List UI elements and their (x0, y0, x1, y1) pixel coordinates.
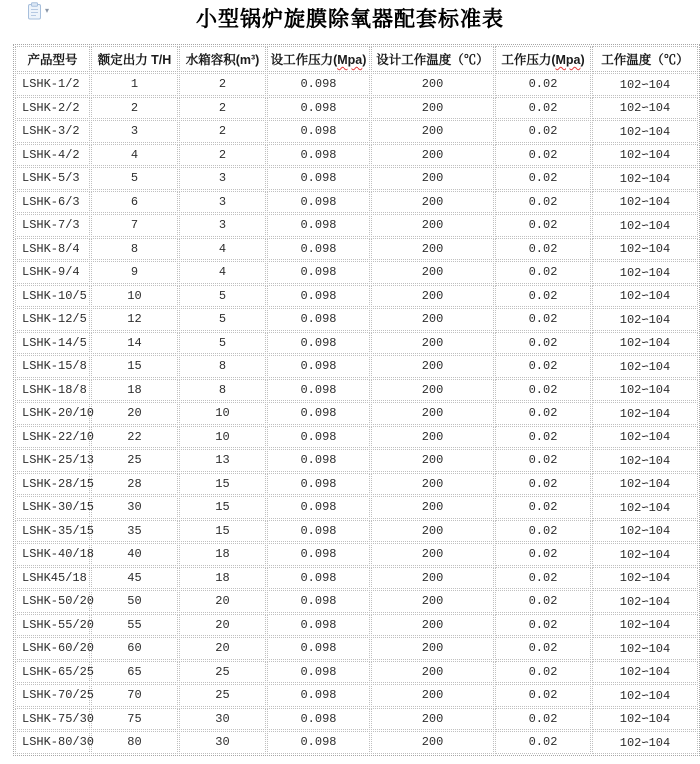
cell-product-model: LSHK-28/15 (15, 473, 90, 496)
table-cell: 200 (371, 167, 494, 190)
table-cell: 80 (91, 731, 178, 754)
table-row (15, 355, 698, 378)
table-cell: 102∽104 (592, 661, 698, 684)
table-cell: 9 (91, 261, 178, 284)
table-cell: 200 (371, 590, 494, 613)
table-cell: 0.02 (495, 238, 591, 261)
cell-product-model: LSHK-22/10 (15, 426, 90, 449)
spellcheck-underline-text: Mpa (337, 53, 363, 67)
cell-product-model: LSHK-75/30 (15, 708, 90, 731)
cell-product-model: LSHK-20/10 (15, 402, 90, 425)
table-row (15, 261, 698, 284)
table-cell: 0.098 (267, 708, 370, 731)
table-cell: 200 (371, 97, 494, 120)
table-cell: 0.02 (495, 332, 591, 355)
table-cell: 102∽104 (592, 167, 698, 190)
table-cell: 0.02 (495, 661, 591, 684)
cell-product-model: LSHK-3/2 (15, 120, 90, 143)
cell-product-model: LSHK-12/5 (15, 308, 90, 331)
table-cell: 0.098 (267, 684, 370, 707)
cell-product-model: LSHK-35/15 (15, 520, 90, 543)
table-cell: 12 (91, 308, 178, 331)
table-cell: 0.098 (267, 97, 370, 120)
table-cell: 0.02 (495, 97, 591, 120)
table-cell: 102∽104 (592, 543, 698, 566)
table-cell: 102∽104 (592, 449, 698, 472)
table-cell: 0.098 (267, 120, 370, 143)
table-cell: 0.02 (495, 355, 591, 378)
page-title: 小型锅炉旋膜除氧器配套标准表 (196, 8, 504, 31)
col-header-rated-output: 额定出力 T/H (91, 46, 178, 72)
table-cell: 0.098 (267, 473, 370, 496)
table-cell: 0.02 (495, 261, 591, 284)
table-cell: 40 (91, 543, 178, 566)
table-cell: 0.02 (495, 426, 591, 449)
table-cell: 102∽104 (592, 144, 698, 167)
table-cell: 0.098 (267, 355, 370, 378)
title-bar (0, 0, 700, 40)
table-cell: 30 (91, 496, 178, 519)
table-cell: 3 (179, 214, 266, 237)
table-cell: 200 (371, 449, 494, 472)
table-cell: 5 (179, 332, 266, 355)
table-cell: 0.098 (267, 73, 370, 96)
table-cell: 30 (179, 731, 266, 754)
table-cell: 102∽104 (592, 590, 698, 613)
table-cell: 0.098 (267, 379, 370, 402)
table-cell: 0.098 (267, 567, 370, 590)
table-cell: 200 (371, 684, 494, 707)
table-row (15, 308, 698, 331)
table-cell: 15 (91, 355, 178, 378)
header-text: 设工作压力( (270, 53, 338, 67)
table-cell: 75 (91, 708, 178, 731)
table-row (15, 73, 698, 96)
table-cell: 8 (179, 355, 266, 378)
cell-product-model: LSHK-50/20 (15, 590, 90, 613)
table-row (15, 332, 698, 355)
table-cell: 102∽104 (592, 214, 698, 237)
cell-product-model: LSHK45/18 (15, 567, 90, 590)
table-cell: 0.02 (495, 379, 591, 402)
table-cell: 102∽104 (592, 308, 698, 331)
table-row (15, 426, 698, 449)
table-cell: 200 (371, 637, 494, 660)
table-cell: 25 (91, 449, 178, 472)
table-row (15, 167, 698, 190)
table-cell: 200 (371, 614, 494, 637)
table-cell: 102∽104 (592, 496, 698, 519)
table-cell: 102∽104 (592, 355, 698, 378)
table-cell: 0.02 (495, 637, 591, 660)
table-cell: 2 (179, 144, 266, 167)
table-cell: 5 (179, 285, 266, 308)
table-cell: 10 (91, 285, 178, 308)
table-cell: 3 (91, 120, 178, 143)
table-cell: 200 (371, 708, 494, 731)
cell-product-model: LSHK-4/2 (15, 144, 90, 167)
table-cell: 102∽104 (592, 684, 698, 707)
table-cell: 102∽104 (592, 191, 698, 214)
cell-product-model: LSHK-9/4 (15, 261, 90, 284)
table-cell: 0.02 (495, 214, 591, 237)
table-cell: 30 (179, 708, 266, 731)
table-row (15, 191, 698, 214)
table-row (15, 708, 698, 731)
table-row (15, 661, 698, 684)
table-cell: 15 (179, 520, 266, 543)
table-cell: 0.098 (267, 496, 370, 519)
table-cell: 2 (91, 97, 178, 120)
table-cell: 1 (91, 73, 178, 96)
table-cell: 65 (91, 661, 178, 684)
table-cell: 0.098 (267, 520, 370, 543)
table-cell: 3 (179, 191, 266, 214)
cell-product-model: LSHK-30/15 (15, 496, 90, 519)
table-cell: 0.02 (495, 120, 591, 143)
table-cell: 200 (371, 355, 494, 378)
table-cell: 18 (91, 379, 178, 402)
table-cell: 0.098 (267, 449, 370, 472)
table-cell: 0.02 (495, 308, 591, 331)
table-cell: 0.02 (495, 144, 591, 167)
table-cell: 102∽104 (592, 731, 698, 754)
table-cell: 20 (179, 614, 266, 637)
table-cell: 0.02 (495, 473, 591, 496)
table-cell: 25 (179, 661, 266, 684)
table-cell: 0.02 (495, 191, 591, 214)
table-cell: 0.098 (267, 426, 370, 449)
table-cell: 2 (179, 120, 266, 143)
table-cell: 200 (371, 496, 494, 519)
table-cell: 18 (179, 567, 266, 590)
table-cell: 102∽104 (592, 73, 698, 96)
table-cell: 102∽104 (592, 614, 698, 637)
table-cell: 200 (371, 520, 494, 543)
table-cell: 200 (371, 473, 494, 496)
table-row (15, 402, 698, 425)
table-cell: 0.098 (267, 261, 370, 284)
table-row (15, 120, 698, 143)
table-row (15, 590, 698, 613)
table-cell: 200 (371, 238, 494, 261)
table-cell: 8 (91, 238, 178, 261)
table-cell: 0.02 (495, 449, 591, 472)
cell-product-model: LSHK-70/25 (15, 684, 90, 707)
cell-product-model: LSHK-14/5 (15, 332, 90, 355)
table-cell: 102∽104 (592, 238, 698, 261)
table-cell: 0.098 (267, 332, 370, 355)
table-cell: 0.098 (267, 214, 370, 237)
table-cell: 10 (179, 402, 266, 425)
table-cell: 200 (371, 543, 494, 566)
header-text: ) (362, 53, 367, 67)
table-cell: 0.098 (267, 308, 370, 331)
cell-product-model: LSHK-1/2 (15, 73, 90, 96)
table-cell: 2 (179, 97, 266, 120)
col-header-design-working-temperature: 设计工作温度（℃） (371, 46, 494, 72)
table-cell: 200 (371, 332, 494, 355)
table-cell: 4 (91, 144, 178, 167)
table-cell: 0.098 (267, 543, 370, 566)
table-cell: 102∽104 (592, 637, 698, 660)
table-cell: 45 (91, 567, 178, 590)
table-cell: 2 (179, 73, 266, 96)
table-cell: 7 (91, 214, 178, 237)
table-cell: 102∽104 (592, 708, 698, 731)
table-row (15, 449, 698, 472)
table-cell: 0.02 (495, 567, 591, 590)
table-cell: 102∽104 (592, 567, 698, 590)
col-header-working-pressure (495, 46, 591, 72)
table-cell: 28 (91, 473, 178, 496)
cell-product-model: LSHK-6/3 (15, 191, 90, 214)
table-cell: 0.02 (495, 614, 591, 637)
table-cell: 0.098 (267, 402, 370, 425)
table-cell: 0.02 (495, 684, 591, 707)
table-cell: 0.02 (495, 731, 591, 754)
table-cell: 0.098 (267, 731, 370, 754)
table-cell: 0.098 (267, 614, 370, 637)
col-header-design-working-pressure (267, 46, 370, 72)
table-cell: 20 (179, 590, 266, 613)
table-cell: 25 (179, 684, 266, 707)
table-row (15, 496, 698, 519)
table-row (15, 97, 698, 120)
table-cell: 6 (91, 191, 178, 214)
table-cell: 15 (179, 473, 266, 496)
cell-product-model: LSHK-55/20 (15, 614, 90, 637)
table-cell: 102∽104 (592, 97, 698, 120)
table-row (15, 379, 698, 402)
table-cell: 10 (179, 426, 266, 449)
table-cell: 200 (371, 144, 494, 167)
table-cell: 13 (179, 449, 266, 472)
table-row (15, 614, 698, 637)
table-cell: 14 (91, 332, 178, 355)
cell-product-model: LSHK-60/20 (15, 637, 90, 660)
table-cell: 200 (371, 285, 494, 308)
table-cell: 0.02 (495, 520, 591, 543)
cell-product-model: LSHK-65/25 (15, 661, 90, 684)
table-cell: 22 (91, 426, 178, 449)
table-cell: 102∽104 (592, 332, 698, 355)
table-cell: 15 (179, 496, 266, 519)
table-row (15, 520, 698, 543)
table-cell: 200 (371, 379, 494, 402)
col-header-tank-volume: 水箱容积(m³) (179, 46, 266, 72)
table-cell: 60 (91, 637, 178, 660)
table-cell: 102∽104 (592, 520, 698, 543)
table-cell: 50 (91, 590, 178, 613)
table-cell: 18 (179, 543, 266, 566)
table-cell: 5 (179, 308, 266, 331)
table-cell: 102∽104 (592, 473, 698, 496)
table-cell: 70 (91, 684, 178, 707)
table-row (15, 637, 698, 660)
table-cell: 35 (91, 520, 178, 543)
spellcheck-underline-text: Mpa (555, 53, 581, 67)
cell-product-model: LSHK-10/5 (15, 285, 90, 308)
header-text: 工作压力( (501, 53, 556, 67)
table-cell: 5 (91, 167, 178, 190)
table-cell: 0.098 (267, 167, 370, 190)
cell-product-model: LSHK-8/4 (15, 238, 90, 261)
table-row (15, 285, 698, 308)
table-cell: 3 (179, 167, 266, 190)
col-header-product-model: 产品型号 (15, 46, 90, 72)
table-cell: 20 (91, 402, 178, 425)
table-cell: 0.02 (495, 402, 591, 425)
clipboard-icon (27, 2, 42, 20)
header-text: ) (580, 53, 585, 67)
table-cell: 102∽104 (592, 402, 698, 425)
table-cell: 200 (371, 426, 494, 449)
table-cell: 4 (179, 261, 266, 284)
table-cell: 200 (371, 261, 494, 284)
table-row (15, 473, 698, 496)
table-cell: 200 (371, 120, 494, 143)
table-cell: 0.02 (495, 708, 591, 731)
table-cell: 0.098 (267, 590, 370, 613)
table-cell: 102∽104 (592, 261, 698, 284)
table-header-row (15, 46, 698, 72)
table-cell: 0.098 (267, 191, 370, 214)
cell-product-model: LSHK-2/2 (15, 97, 90, 120)
table-cell: 102∽104 (592, 379, 698, 402)
cell-product-model: LSHK-40/18 (15, 543, 90, 566)
table-cell: 0.098 (267, 144, 370, 167)
cell-product-model: LSHK-18/8 (15, 379, 90, 402)
table-cell: 200 (371, 191, 494, 214)
table-cell: 0.098 (267, 285, 370, 308)
table-cell: 0.098 (267, 661, 370, 684)
table-cell: 0.02 (495, 590, 591, 613)
table-cell: 0.02 (495, 285, 591, 308)
table-row (15, 214, 698, 237)
table-cell: 102∽104 (592, 285, 698, 308)
table-cell: 200 (371, 402, 494, 425)
table-cell: 102∽104 (592, 426, 698, 449)
table-cell: 0.098 (267, 637, 370, 660)
table-cell: 0.098 (267, 238, 370, 261)
cell-product-model: LSHK-80/30 (15, 731, 90, 754)
table-cell: 8 (179, 379, 266, 402)
cell-product-model: LSHK-7/3 (15, 214, 90, 237)
table-cell: 20 (179, 637, 266, 660)
table-cell: 200 (371, 567, 494, 590)
cell-product-model: LSHK-5/3 (15, 167, 90, 190)
table-cell: 200 (371, 661, 494, 684)
table-row (15, 144, 698, 167)
table-cell: 200 (371, 214, 494, 237)
paste-options-button[interactable] (27, 2, 61, 24)
table-cell: 102∽104 (592, 120, 698, 143)
table-cell: 0.02 (495, 73, 591, 96)
table-row (15, 543, 698, 566)
table-row (15, 731, 698, 754)
table-cell: 200 (371, 731, 494, 754)
table-row (15, 567, 698, 590)
table-cell: 4 (179, 238, 266, 261)
col-header-working-temperature: 工作温度（℃） (592, 46, 698, 72)
chevron-down-icon[interactable]: ▾ (45, 6, 50, 15)
table-cell: 55 (91, 614, 178, 637)
table-cell: 0.02 (495, 543, 591, 566)
cell-product-model: LSHK-25/13 (15, 449, 90, 472)
table-cell: 200 (371, 308, 494, 331)
table-row (15, 684, 698, 707)
deaerator-spec-table (13, 44, 700, 756)
table-cell: 0.02 (495, 167, 591, 190)
cell-product-model: LSHK-15/8 (15, 355, 90, 378)
table-row (15, 238, 698, 261)
table-cell: 200 (371, 73, 494, 96)
table-cell: 0.02 (495, 496, 591, 519)
